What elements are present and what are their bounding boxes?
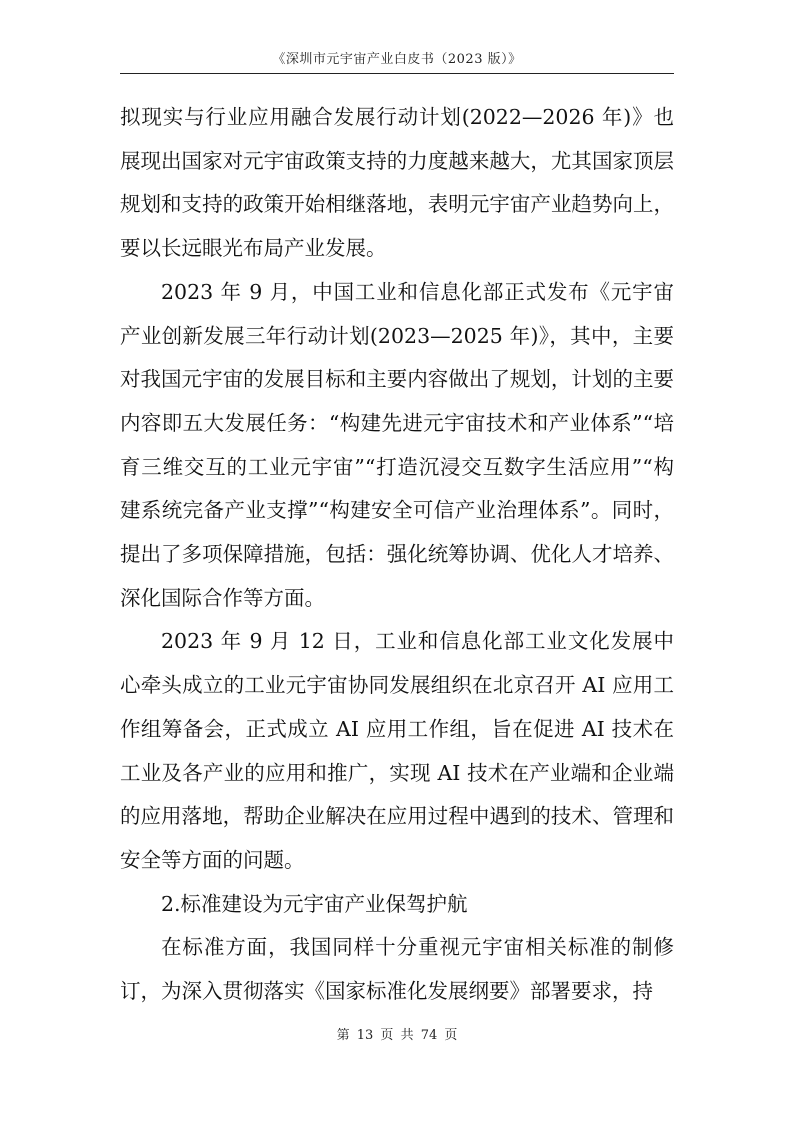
- section-heading: 2.标准建设为元宇宙产业保驾护航: [161, 891, 468, 916]
- page-number: 第 13 页 共 74 页: [336, 1028, 458, 1043]
- running-header: 《深圳市元宇宙产业白皮书（2023 版）》: [272, 52, 522, 67]
- paragraph-continued: 拟现实与行业应用融合发展行动计划(2022—2026 年)》也展现出国家对元宇宙政策支持的力度越来越大，尤其国家顶层规划和支持的政策开始相继落地，表明元宇宙产业趋势向上，要以长远眼光布局产业发展。: [120, 105, 674, 261]
- paragraph-standards: 在标准方面，我国同样十分重视元宇宙相关标准的制修订，为深入贯彻落实《国家标准化发展纲要》部署要求，持: [120, 935, 674, 1004]
- paragraph-ai-working-group: 2023 年 9 月 12 日，工业和信息化部工业文化发展中心牵头成立的工业元宇宙协同发展组织在北京召开 AI 应用工作组筹备会，正式成立 AI 应用工作组，旨在促进 AI 技术在工业及各产业的应用和推广，实现 AI 技术在产业端和企业端的应用落地，帮助企业解决在应用过程中遇到的技术、管理和安全等方面的问题。: [120, 629, 674, 872]
- header-rule: [120, 73, 674, 74]
- page-body: [120, 96, 674, 1014]
- paragraph-action-plan: 2023 年 9 月，中国工业和信息化部正式发布《元宇宙产业创新发展三年行动计划(2023—2025 年)》，其中，主要对我国元宇宙的发展目标和主要内容做出了规划，计划的主要内容即五大发展任务：“构建先进元宇宙技术和产业体系”“培育三维交互的工业元宇宙”“打造沉浸交互数字生活应用”“构建系统完备产业支撑”“构建安全可信产业治理体系”。同时，提出了多项保障措施，包括：强化统筹协调、优化人才培养、深化国际合作等方面。: [120, 279, 674, 610]
